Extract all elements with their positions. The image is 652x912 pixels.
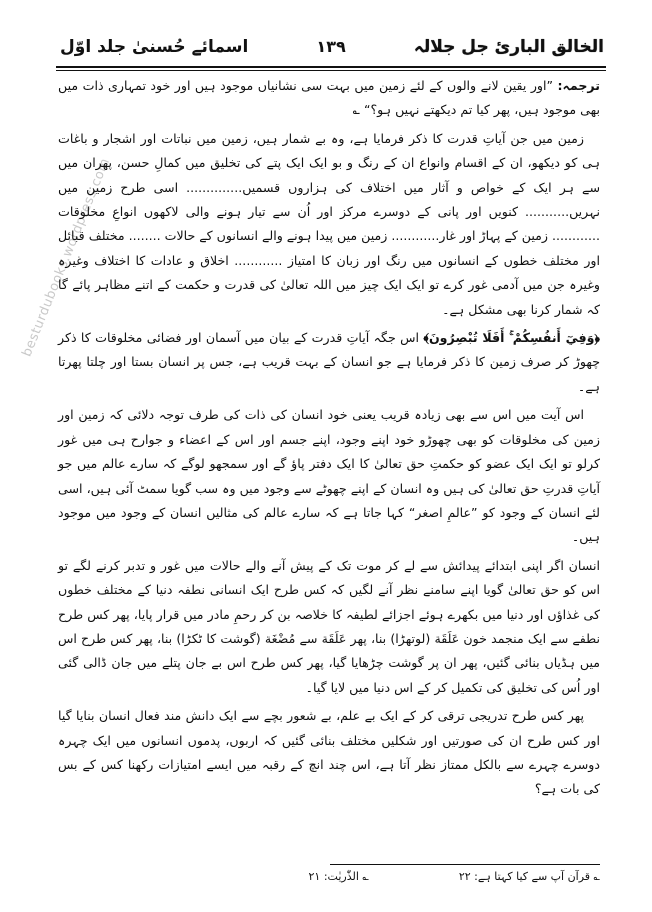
header-rule — [56, 66, 606, 68]
paragraph-text: ”اور یقین لانے والوں کے لئے زمین میں بہت سی نشانیاں موجود ہیں اور خود تمہاری ذات میں بھی موجود ہیں، پھر کیا تم دیکھتے نہیں ہو؟“ ؎ — [58, 78, 600, 118]
paragraph-text: اس آیت میں اس سے بھی زیادہ قریب یعنی خود انسان کی ذات کی طرف توجہ دلائی کہ زمین اور زمین کی مخلوقات کو بھی چھوڑو خود اپنے وجود، اپنے جسم اور اس کے اعضاء و جوارح ہی میں غور کرلو تو ایک ایک عضو کو حکمتِ حق تعالیٰ کا ایک دفتر پاؤ گے اور سمجھو لوگے کہ سارے عالم میں جو آیاتِ قدرتِ حق تعالیٰ کی ہیں وہ انسان کے اپنے چھوٹے سے وجود میں وہ سب گویا سمٹ آئی ہیں، اسی لئے انسان کے وجود کو ”عالمِ اصغر“ کہا جاتا ہے کہ سارے عالم کی مثالیں انسان کے وجود میں موجود ہیں۔ — [58, 407, 600, 545]
page-header — [60, 28, 604, 64]
paragraph — [58, 403, 600, 549]
paragraph-text: پھر کس طرح تدریجی ترقی کر کے ایک بے علم، بے شعور بچے سے ایک دانش مند فعال انسان بنایا گیا اور کس طرح ان کی صورتیں اور شکلیں مختلف بنائی گئیں کہ اربوں، پدموں انسانوں میں ایک چہرہ دوسرے چہرے سے بالکل ممتاز نظر آتا ہے، اس چند انچ کے رقبہ میں ایسے امتیازات رکھنا کس کے بس کی بات ہے؟ — [58, 708, 600, 797]
section-title: الخالق البارئ جل جلالہ — [413, 36, 604, 57]
paragraph-lead: ترجمہ: — [557, 78, 600, 93]
verse-quote: ﴿وَفِيٓ أَنفُسِكُمْ ۚ أَفَلَا تُبْصِرُونَ﴾ — [423, 330, 601, 346]
footnote-1: ؎ قرآن آپ سے کیا کہتا ہے: ۲۲ — [458, 870, 600, 883]
page-body — [58, 74, 600, 842]
footnote-2: ؎ الذّٰریٰت: ۲۱ — [308, 870, 369, 883]
paragraph-verse — [58, 326, 600, 399]
book-title: اسمائے حُسنیٰ جلد اوّل — [60, 36, 249, 57]
paragraph — [58, 554, 600, 700]
paragraph — [58, 704, 600, 802]
paragraph-text: انسان اگر اپنی ابتدائے پیدائش سے لے کر موت تک کے پیش آنے والے حالات میں غور و تدبر کرنے لگے تو اس کو حق تعالیٰ گویا اپنے سامنے نظر آنے لگیں کہ کس طرح ایک انسانی نطفہ دنیا کے مختلف خطوں کی غذاؤں اور دنیا میں بکھرے ہوئے اجزائے لطیفہ کا خلاصہ بن کر رحمِ مادر میں قرار پایا، پھر کس طرح نطفے سے ایک منجمد خون عَلَقَة (لوتھڑا) بنا، پھر عَلَقَة سے مُضْغَة (گوشت کا ٹکڑا) بنا، پھر کس طرح اس میں ہڈیاں بنائی گئیں، پھر ان پر گوشت چڑھایا گیا، پھر کس طرح اس بے جان پتلے میں جان ڈالی گئی اور اُس کی تخلیق کی تکمیل کر کے اس دنیا میں لایا گیا۔ — [58, 557, 600, 695]
watermark: besturdubooks.wordpress.com — [19, 156, 114, 359]
paragraph-translation — [58, 74, 600, 123]
paragraph — [58, 127, 600, 322]
paragraph-text: اس جگہ آیاتِ قدرت کے بیان میں آسمان اور فضائی مخلوقات کا ذکر چھوڑ کر صرف زمین کا ذکر فرمایا ہے جو انسان کے بہت قریب ہے، جس پر انسان بستا اور چلتا پھرتا ہے۔ — [58, 330, 600, 394]
paragraph-text: زمین میں جن آیاتِ قدرت کا ذکر فرمایا ہے، وہ بے شمار ہیں، زمین میں نباتات اور اشجار و باغات ہی کو دیکھو، ان کے اقسام وانواع ان کے رنگ و بو ایک ایک پتے کی تخلیق میں کمالِ حسن، پھران میں سے ہر ایک کے خواص و آثار میں اختلاف کی ہزاروں قسمیں.............. اسی طرح زمین میں نہریں........... کنویں اور پانی کے دوسرے مرکز اور اُن سے تیار ہونے والی لاکھوں انواعِ مخلوقات ............ زمین کے پہاڑ اور غار............ زمین میں پیدا ہونے والے انسانوں کے حالات ........ مختلف قبائل اور مختلف خطوں کے انسانوں میں رنگ اور زبان کا امتیاز ............ اخلاق و عادات کا اختلاف وغیرہ وغیرہ جن میں آدمی غور کرے تو ایک ایک چیز میں اللہ تعالیٰ کی قدرت و حکمت کے اتنے مظاہر پائے گا کہ شمار کرنا بھی مشکل ہے۔ — [58, 130, 600, 317]
header-rule-thin — [56, 70, 606, 71]
footnote-rule — [330, 864, 600, 865]
page-number: ۱۳۹ — [316, 36, 346, 56]
footnotes — [60, 870, 600, 892]
